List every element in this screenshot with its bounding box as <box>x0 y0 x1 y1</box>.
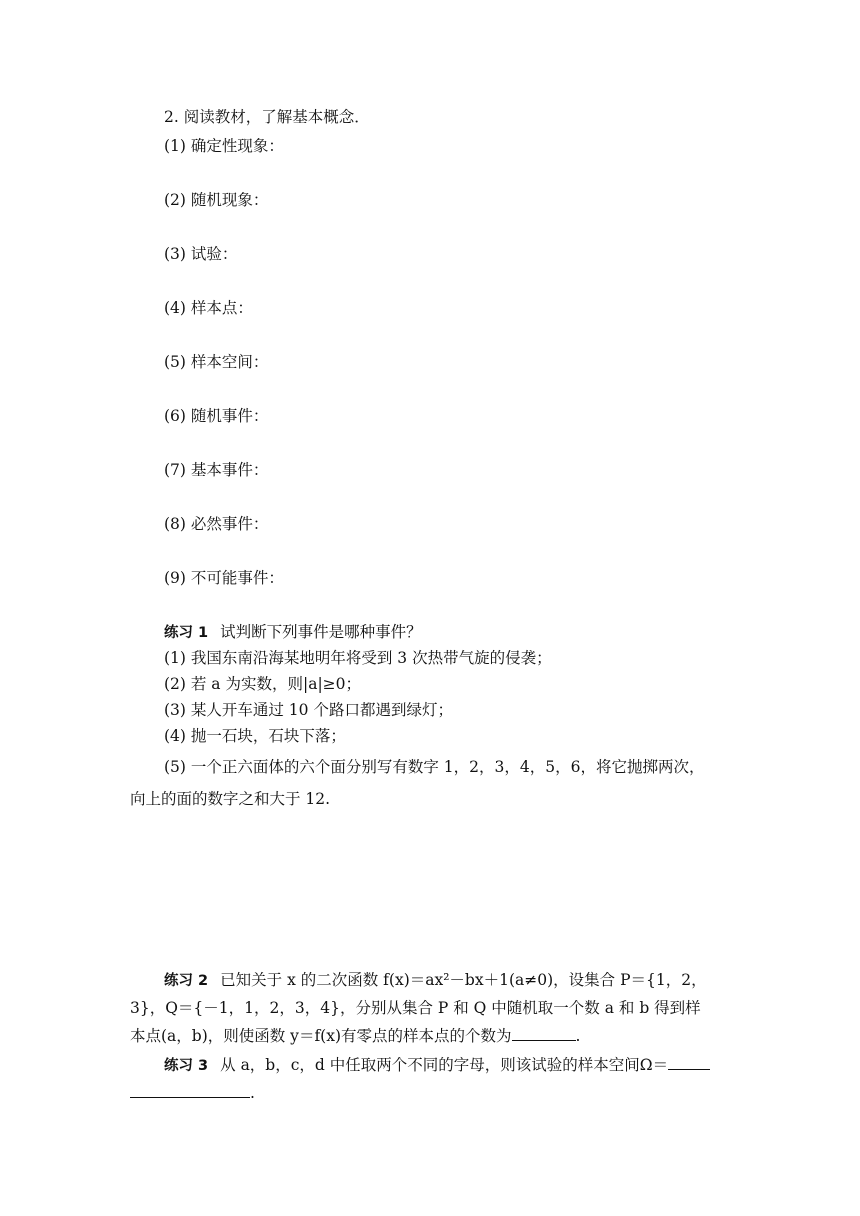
concept-item: (1) 确定性现象： <box>164 137 284 155</box>
answer-blank[interactable] <box>512 1026 576 1041</box>
concept-item: (9) 不可能事件： <box>164 569 284 587</box>
concept-item: (2) 随机现象： <box>164 191 269 209</box>
concept-item: (7) 基本事件： <box>164 461 269 479</box>
exercise-1-item: (2) 若 a 为实数，则|a|≥0； <box>164 675 362 693</box>
exercise-1-prompt: 试判断下列事件是哪种事件？ <box>220 623 422 641</box>
exercise-1-item: (1) 我国东南沿海某地明年将受到 3 次热带气旋的侵袭； <box>164 649 552 667</box>
exercise-1-item: (3) 某人开车通过 10 个路口都遇到绿灯； <box>164 701 453 719</box>
exercise-1-label: 练习 1 <box>164 625 209 641</box>
exercise-3-label: 练习 3 <box>164 1058 209 1074</box>
concept-item: (4) 样本点： <box>164 299 253 317</box>
exercise-3-line <box>130 1083 255 1103</box>
answer-blank[interactable] <box>130 1083 250 1098</box>
exercise-3-period: . <box>250 1084 255 1102</box>
exercise-1-header <box>164 622 422 643</box>
concept-item: (5) 样本空间： <box>164 353 269 371</box>
answer-blank[interactable] <box>668 1055 710 1070</box>
exercise-2-label: 练习 2 <box>164 973 209 989</box>
exercise-2-line <box>164 970 707 991</box>
exercise-3-text: 从 a，b，c，d 中任取两个不同的字母，则该试验的样本空间Ω＝ <box>220 1056 669 1074</box>
section-heading: 2. 阅读教材，了解基本概念． <box>164 108 370 126</box>
exercise-3-line <box>164 1055 710 1076</box>
exercise-2-line: 3}，Q＝{－1，1，2，3，4}，分别从集合 P 和 Q 中随机取一个数 a 和 b 得到样 <box>130 999 701 1017</box>
exercise-2-text: 本点(a，b)，则使函数 y＝f(x)有零点的样本点的个数为 <box>130 1027 512 1045</box>
concept-item: (6) 随机事件： <box>164 407 269 425</box>
exercise-2-line <box>130 1026 580 1046</box>
concept-item: (3) 试验： <box>164 245 238 263</box>
exercise-2-text: 已知关于 x 的二次函数 f(x)＝ax²－bx＋1(a≠0)，设集合 P＝{1，2， <box>220 971 707 989</box>
exercise-1-item: (4) 抛一石块，石块下落； <box>164 727 346 745</box>
exercise-1-item-continuation: 向上的面的数字之和大于 12. <box>130 790 331 808</box>
exercise-2-period: . <box>575 1027 581 1045</box>
exercise-1-item: (5) 一个正六面体的六个面分别写有数字 1，2，3，4，5，6，将它抛掷两次， <box>164 758 705 776</box>
concept-item: (8) 必然事件： <box>164 515 269 533</box>
